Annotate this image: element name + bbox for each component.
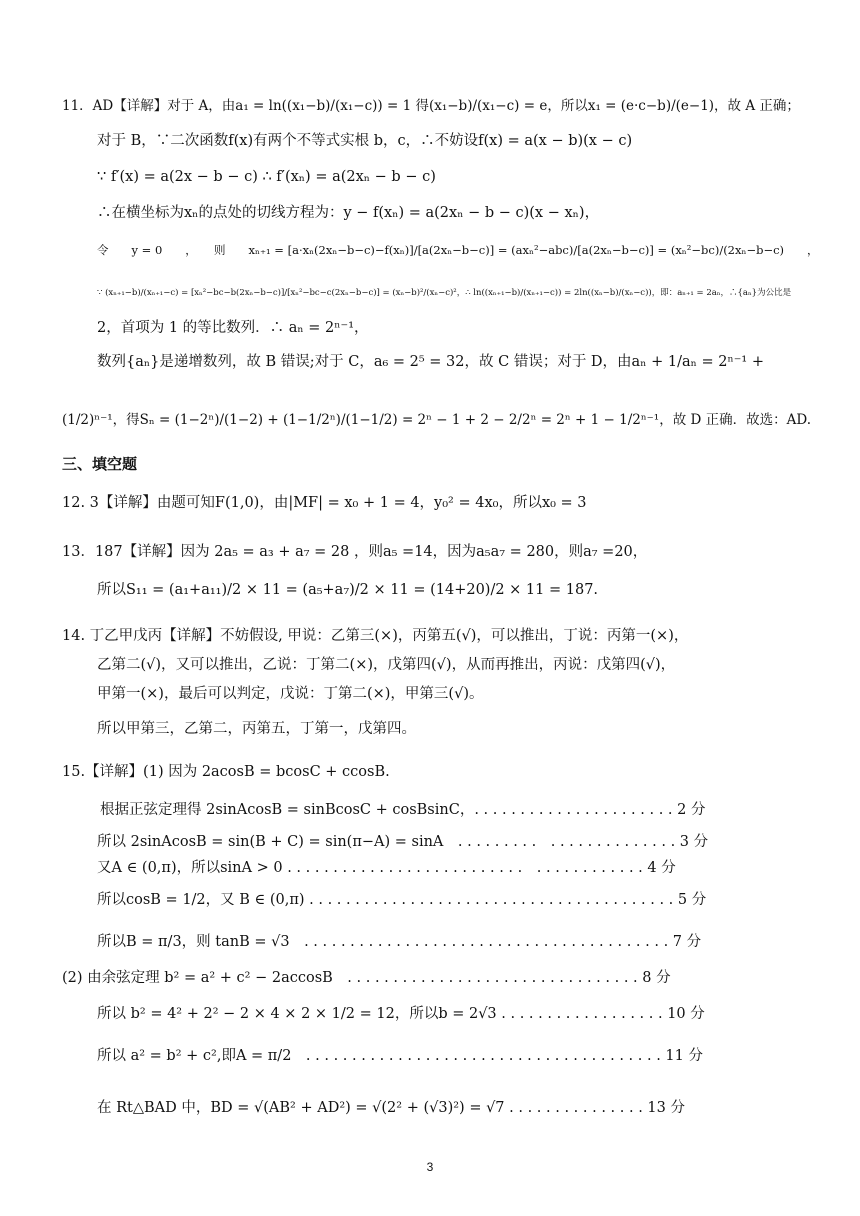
q14-line-3: 甲第一(×)，最后可以判定，戊说：丁第二(×)，甲第三(√)。: [97, 686, 484, 702]
q14-line-2: 乙第二(√)，又可以推出，乙说：丁第二(×)，戊第四(√)，从而再推出，丙说：戊第四(√)，: [97, 657, 676, 673]
q15-step-7: 所以B = π/3，则 tanB = √3 . . . . . . . . . . . . . . . . . . . . . . . . . . . . . . . . . . . . . . . . 7 分: [97, 934, 702, 950]
section-heading-fill-in: 三、填空题: [62, 455, 138, 473]
q14-line-4: 所以甲第三，乙第二，丙第五，丁第一，戊第四。: [97, 721, 416, 737]
q13-line-2: 所以S₁₁ = (a₁+a₁₁)/2 × 11 = (a₅+a₇)/2 × 11 = (14+20)/2 × 11 = 187.: [97, 582, 599, 598]
q15-step-10: 所以 b² = 4² + 2² − 2 × 4 × 2 × 1/2 = 12，所以b = 2√3 . . . . . . . . . . . . . . . . . . 10 分: [97, 1006, 705, 1022]
q15-step-4: 又A ∈ (0,π)，所以sinA > 0 . . . . . . . . . . . . . . . . . . . . . . . . . . . . . . . . . . . . . . 4 分: [97, 860, 676, 876]
q13-line-1: 13．187【详解】因为 2a₅ = a₃ + a₇ = 28 ，则a₅ =14，因为a₅a₇ = 280，则a₇ =20，: [62, 544, 648, 560]
q15-step-2: 根据正弦定理得 2sinAcosB = sinBcosC + cosBsinC，. . . . . . . . . . . . . . . . . . . . . . 2 分: [100, 802, 706, 818]
q11-line-8: 数列{aₙ}是递增数列，故 B 错误;对于 C，a₆ = 2⁵ = 32，故 C 错误；对于 D，由aₙ + 1/aₙ = 2ⁿ⁻¹ +: [97, 354, 764, 370]
q15-step-5: 所以cosB = 1/2，又 B ∈ (0,π) . . . . . . . . . . . . . . . . . . . . . . . . . . . . . . . . . . . . . . . . 5 分: [97, 892, 707, 908]
q11-line-6: ∵ (xₙ₊₁−b)/(xₙ₊₁−c) = [xₙ²−bc−b(2xₙ−b−c)]/[xₙ²−bc−c(2xₙ−b−c)] = (xₙ−b)²/(xₙ−c)²，∴ ln((xₙ₊₁−b)/(xₙ₊₁−c)) = 2ln((xₙ−b)/(xₙ−c))，即：aₙ₊₁ = 2aₙ，∴{aₙ}为公比是: [97, 288, 792, 298]
q15-line-1: 15.【详解】(1) 因为 2acosB = bcosC + ccosB.: [62, 764, 390, 780]
q12-line-1: 12. 3【详解】由题可知F(1,0)，由|MF| = x₀ + 1 = 4，y₀² = 4x₀，所以x₀ = 3: [62, 495, 587, 511]
q15-step-3: 所以 2sinAcosB = sin(B + C) = sin(π−A) = sinA . . . . . . . . . . . . . . . . . . . . . . . 3 分: [97, 834, 709, 850]
q11-line-5: 令 y = 0 ， 则 xₙ₊₁ = [a·xₙ(2xₙ−b−c)−f(xₙ)]/[a(2xₙ−b−c)] = (axₙ²−abc)/[a(2xₙ−b−c)] = (xₙ²−bc)/(2xₙ−b−c) ，: [97, 243, 819, 257]
q15-step-11: 所以 a² = b² + c²,即A = π/2 . . . . . . . . . . . . . . . . . . . . . . . . . . . . . . . . . . . . . . . 11 分: [97, 1048, 703, 1064]
q11-line-7: 2，首项为 1 的等比数列．∴ aₙ = 2ⁿ⁻¹，: [97, 320, 369, 336]
q11-line-1: 11．AD【详解】对于 A，由a₁ = ln((x₁−b)/(x₁−c)) = 1 得(x₁−b)/(x₁−c) = e，所以x₁ = (e·c−b)/(e−1)，故 A 正确；: [62, 98, 800, 114]
q14-line-1: 14. 丁乙甲戊丙【详解】不妨假设, 甲说：乙第三(×)，丙第五(√)，可以推出，丁说：丙第一(×)，: [62, 628, 689, 644]
q11-line-2: 对于 B，∵二次函数f(x)有两个不等式实根 b，c，∴不妨设f(x) = a(x − b)(x − c): [97, 133, 633, 149]
q11-line-9: (1/2)ⁿ⁻¹，得Sₙ = (1−2ⁿ)/(1−2) + (1−1/2ⁿ)/(1−1/2) = 2ⁿ − 1 + 2 − 2/2ⁿ = 2ⁿ + 1 − 1/2ⁿ⁻¹，故 D 正确．故选：AD.: [62, 412, 812, 428]
page-number: 3: [426, 1160, 434, 1174]
q15-part2-step-8: (2) 由余弦定理 b² = a² + c² − 2accosB . . . . . . . . . . . . . . . . . . . . . . . . . . . . . . . . 8 分: [62, 970, 671, 986]
q11-line-4: ∴在横坐标为xₙ的点处的切线方程为：y − f(xₙ) = a(2xₙ − b − c)(x − xₙ)，: [97, 205, 600, 221]
q15-step-13: 在 Rt△BAD 中，BD = √(AB² + AD²) = √(2² + (√3)²) = √7 . . . . . . . . . . . . . . . 13 分: [97, 1100, 685, 1116]
q11-line-3: ∵ f′(x) = a(2x − b − c) ∴ f′(xₙ) = a(2xₙ − b − c): [97, 169, 436, 185]
